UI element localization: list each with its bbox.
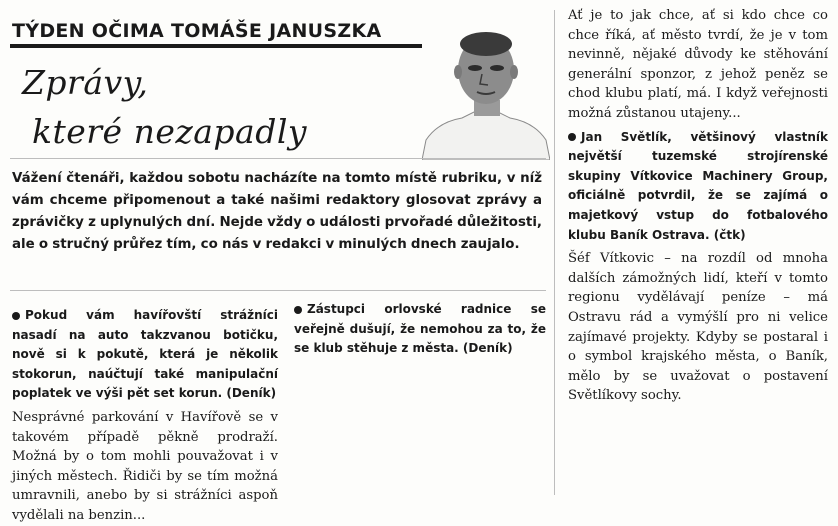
bullet-icon xyxy=(12,312,20,320)
column-3 xyxy=(568,6,828,406)
intro-paragraph: Vážení čtenáři, každou sobotu nacházíte na tomto místě rubriku, v níž vám chceme připomenout a také našimi redaktory glosovat zprávy a zprávičky z uplynulých dní. Nejde vždy o události prvořadé důležitosti, ale o stručný průřez tím, co nás v redakci v minulých dnech zaujalo. xyxy=(12,171,542,252)
bullet-icon xyxy=(568,133,576,141)
headline xyxy=(22,58,352,156)
author-portrait xyxy=(422,22,550,160)
column-1 xyxy=(12,306,278,526)
rubric-title: TÝDEN OČIMA TOMÁŠE JANUSZKA xyxy=(12,20,382,42)
news-item-commentary: Šéf Vítkovic – na rozdíl od mnoha dalších zámožných lidí, kteří v tomto regionu vydělávají peníze – má Ostravu rád a vymýšlí pro ni velice zajímavé projekty. Kdyby se postaral i o symbol krajského města, o Baník, mělo by se uvažovat o postavení Světlíkovy sochy. xyxy=(568,251,828,404)
headline-line-2: které nezapadly xyxy=(32,112,308,151)
bullet-icon xyxy=(294,306,302,314)
intro-divider xyxy=(10,158,546,159)
column-divider xyxy=(554,10,555,495)
column-2 xyxy=(294,300,546,359)
news-item-commentary: Ať je to jak chce, ať si kdo chce co chce říká, ať město tvrdí, že je v tom nevinně, nějaké důvody ke stěhování generální sponzor, z jehož peněz se chod klubu platí, má. I když veřejnosti možná zůstanou utajeny... xyxy=(568,8,828,121)
news-item-lead-text: Pokud vám havířovští strážníci nasadí na auto takzvanou botičku, nově si k pokutě, která je několik stokorun, naúčtují také manipulační poplatek ve výši pět set korun. (Deník) xyxy=(12,308,278,401)
news-item-lead-text: Zástupci orlovské radnice se veřejně dušují, že nemohou za to, že se klub stěhuje z města. (Deník) xyxy=(294,302,546,356)
news-item-lead xyxy=(568,128,828,246)
news-item-lead-text: Jan Světlík, většinový vlastník největší tuzemské strojírenské skupiny Vítkovice Machinery Group, oficiálně potvrdil, že se zajímá o majetkový vstup do fotbalového klubu Baník Ostrava. (čtk) xyxy=(568,129,828,242)
section-divider xyxy=(10,290,546,291)
news-item-commentary: Nesprávné parkování v Havířově se v takovém případě pěkně prodraží. Možná by o tom mohli pouvažovat i v jiných městech. Řidiči by se tím možná umravnili, anebo by si strážníci aspoň vydělali na benzin... xyxy=(12,409,278,523)
news-item-lead xyxy=(12,306,278,404)
headline-line-1: Zprávy, xyxy=(22,63,149,102)
news-item-lead xyxy=(294,300,546,359)
